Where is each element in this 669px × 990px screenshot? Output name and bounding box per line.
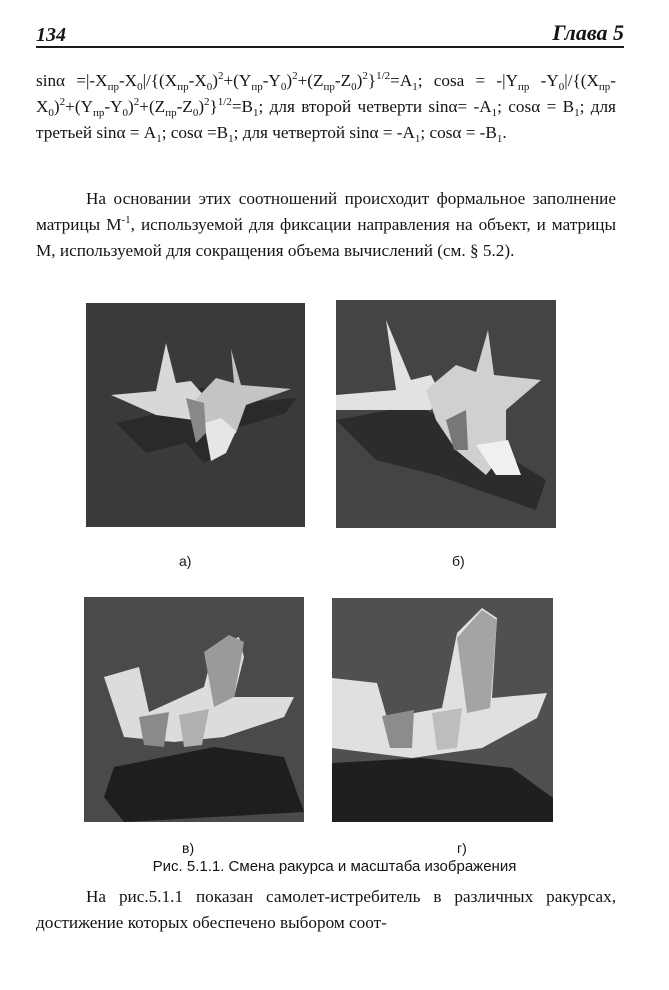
header-rule [36,46,624,48]
page-header [36,16,624,48]
figure-panel-a [86,303,305,527]
chapter-title: Глава 5 [552,20,624,45]
figure-label-a: а) [179,553,192,569]
figure-panel-d [332,598,553,822]
jet-image-c [84,597,304,822]
jet-image-a [86,303,305,527]
paragraph-description: На рис.5.1.1 показан самолет-истребитель в различных ракурсах, достижение которых обеспечено выбором соот- [36,887,616,932]
figure-label-d: г) [457,840,467,856]
figure-panel-b [336,300,556,528]
jet-image-d [332,598,553,822]
jet-image-b [336,300,556,528]
paragraph-matrix: На основании этих соотношений происходит формальное заполнение матрицы $М^{-1}$, используемой для фиксации направления на объект, и матрицы М, используемой для сокращения объема вычислений (см. § 5.2). [36,189,617,260]
formula-block: $\sin\alpha =|-X_{пр}-X_0|/\{(X_{пр}-X_0)^2+(Y_{пр}-Y_0)^2+(Z_{пр}-Z_0)^2\}^{1/2}=A_1$; $\cos a = -|Y_{пр}$ $-Y_0|/\{(X_{пр}-X_0)^2+(Y_{пр}-Y_0)^2+(Z_{пр}-Z_0)^2\}^{1/2}=B_1$; для второй четверти $\sin\alpha= -A_1$; $\cos\alpha = B_1$; для третьей $\sin\alpha = A_1$; $\cos\alpha =B_1$; для четвертой $\sin\alpha = -A_1$; $\cos\alpha = -B_1$. [36,70,616,145]
figure-caption: Рис. 5.1.1. Смена ракурса и масштаба изображения [152,858,517,875]
figure-label-b: б) [452,553,465,569]
figure-label-c: в) [182,840,195,856]
page-number: 134 [36,24,66,46]
figure-panel-c [84,597,304,822]
